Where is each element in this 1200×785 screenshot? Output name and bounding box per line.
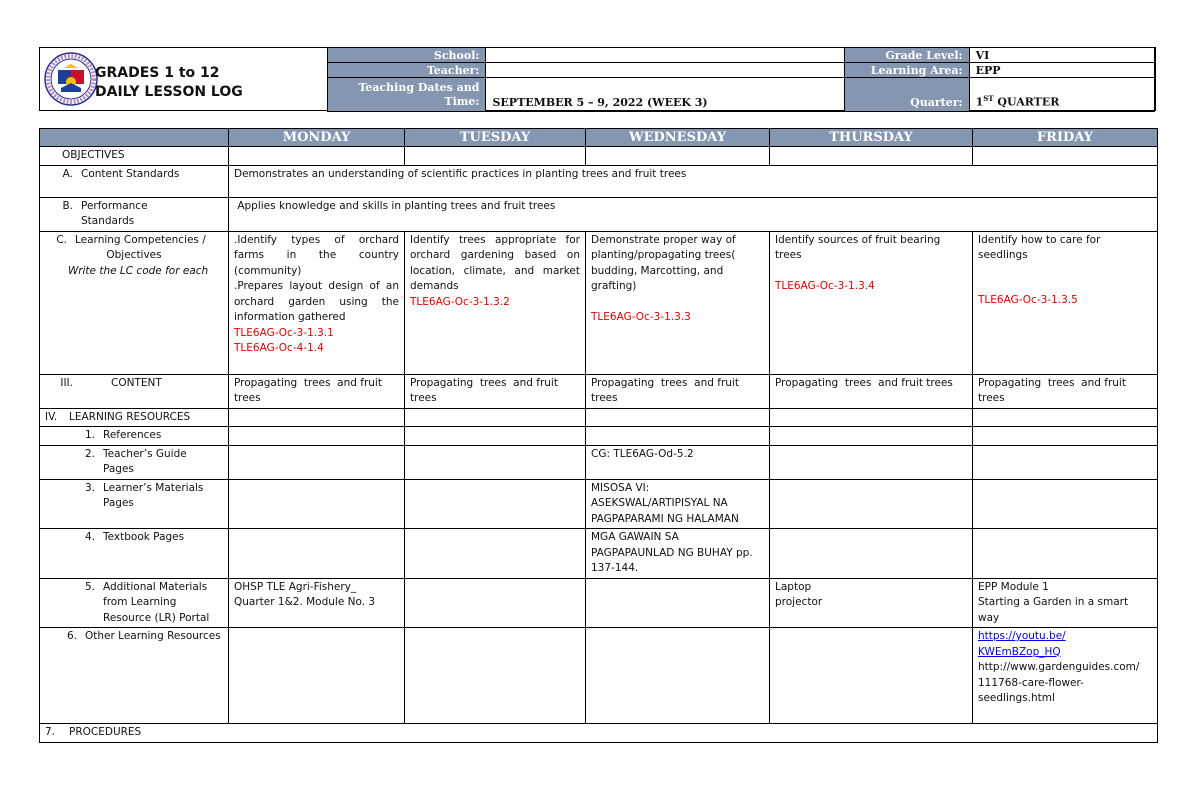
teachers-guide-label-line-2: Pages: [103, 463, 134, 475]
lc-monday-text-2: .Prepares layout design of an orchard garden using the information gathered: [234, 280, 399, 323]
gardenguides-url: http://www.gardenguides.com/ 111768-care-flower-seedlings.html: [978, 661, 1140, 704]
learning-resources-thursday[interactable]: [770, 408, 973, 427]
teaching-dates-value: SEPTEMBER 5 – 9, 2022 (WEEK 3): [486, 78, 844, 112]
learning-resources-monday[interactable]: [229, 408, 405, 427]
lc-tuesday: [405, 231, 586, 374]
other-resources-monday[interactable]: [229, 628, 405, 724]
performance-standards-label-line-2: Standards: [81, 215, 135, 227]
textbook-pages-label-text: Textbook Pages: [103, 531, 185, 543]
learners-materials-row: [40, 479, 1158, 529]
other-resources-label: [40, 628, 229, 724]
learners-materials-label-line-2: Pages: [103, 497, 134, 509]
day-header-thursday: THURSDAY: [770, 129, 973, 147]
lc-thursday: [770, 231, 973, 374]
references-thursday[interactable]: [770, 427, 973, 446]
teachers-guide-tuesday[interactable]: [405, 445, 586, 479]
day-header-blank: [40, 129, 229, 147]
references-tuesday[interactable]: [405, 427, 586, 446]
school-field[interactable]: [486, 48, 844, 63]
procedures-number: 7.: [45, 726, 56, 738]
lc-friday-code: TLE6AG-Oc-3-1.3.5: [978, 293, 1078, 306]
title-line-2: DAILY LESSON LOG: [95, 84, 243, 100]
performance-standards-label: [40, 197, 229, 231]
objectives-row: [40, 147, 1158, 166]
learning-competencies-row: [40, 231, 1158, 374]
lc-friday: [973, 231, 1158, 374]
learning-resources-friday[interactable]: [973, 408, 1158, 427]
additional-materials-monday-line-1: OHSP TLE Agri-Fishery_: [234, 580, 357, 593]
day-header-friday: FRIDAY: [973, 129, 1158, 147]
teachers-guide-wednesday: CG: TLE6AG-Od-5.2: [586, 445, 770, 479]
textbook-pages-number: 4.: [84, 531, 95, 543]
teaching-dates-label-line-1: Teaching Dates and: [358, 81, 480, 94]
content-standards-text: Demonstrates an understanding of scientific practices in planting trees and fruit trees: [229, 165, 1158, 197]
quarter-number: 1: [975, 96, 984, 109]
lc-wednesday: [586, 231, 770, 374]
content-wednesday: Propagating trees and fruit trees: [586, 374, 770, 408]
learning-area-value: EPP: [969, 63, 1154, 78]
other-resources-friday: [973, 628, 1158, 724]
youtube-link-line-1[interactable]: https://youtu.be/: [978, 630, 1066, 642]
day-header-monday: MONDAY: [229, 129, 405, 147]
learning-resources-row: [40, 408, 1158, 427]
header-block: [39, 47, 1156, 111]
additional-materials-thursday-line-2: projector: [775, 596, 823, 608]
references-wednesday[interactable]: [586, 427, 770, 446]
references-label: [40, 427, 229, 446]
lesson-log-table: [39, 128, 1158, 743]
content-standards-label: [40, 165, 229, 197]
procedures-label-text: PROCEDURES: [69, 726, 142, 738]
content-standards-number: A.: [62, 167, 73, 180]
procedures-label: [40, 724, 1158, 743]
lc-thursday-code: TLE6AG-Oc-3-1.3.4: [775, 279, 875, 292]
textbook-pages-tuesday[interactable]: [405, 529, 586, 579]
lc-thursday-text: Identify sources of fruit bearing trees: [775, 233, 941, 261]
learners-materials-wednesday: [586, 479, 770, 529]
objectives-label-text: OBJECTIVES: [62, 149, 125, 161]
performance-standards-row: [40, 197, 1158, 231]
learning-resources-tuesday[interactable]: [405, 408, 586, 427]
objectives-friday[interactable]: [973, 147, 1158, 166]
learners-materials-wednesday-line-2: ASEKSWAL/ARTIPISYAL NA PAGPAPARAMI NG HALAMAN: [591, 497, 739, 525]
day-header-tuesday: TUESDAY: [405, 129, 586, 147]
other-resources-thursday[interactable]: [770, 628, 973, 724]
lc-friday-text: Identify how to care for seedlings: [978, 233, 1101, 261]
additional-materials-monday: [229, 578, 405, 628]
other-resources-tuesday[interactable]: [405, 628, 586, 724]
day-header-wednesday: WEDNESDAY: [586, 129, 770, 147]
additional-materials-friday-line-2: Starting a Garden in a smart way: [978, 596, 1129, 624]
content-row: [40, 374, 1158, 408]
lc-tuesday-code: TLE6AG-Oc-3-1.3.2: [410, 295, 510, 308]
content-number: III.: [60, 376, 73, 389]
teacher-label: Teacher:: [328, 63, 486, 78]
additional-materials-thursday: [770, 578, 973, 628]
textbook-pages-wednesday: MGA GAWAIN SA PAGPAPAUNLAD NG BUHAY pp. 137-144.: [586, 529, 770, 579]
learning-competencies-label: [40, 231, 229, 374]
references-friday[interactable]: [973, 427, 1158, 446]
additional-materials-label-line-2: from Learning: [103, 596, 177, 608]
additional-materials-monday-line-2: Quarter 1&2. Module No. 3: [234, 596, 376, 608]
additional-materials-row: [40, 578, 1158, 628]
grade-level-label: Grade Level:: [844, 48, 969, 63]
learners-materials-thursday[interactable]: [770, 479, 973, 529]
teachers-guide-row: [40, 445, 1158, 479]
quarter-label: Quarter:: [844, 78, 969, 112]
other-resources-number: 6.: [66, 630, 77, 642]
teaching-dates-label: [328, 78, 486, 112]
additional-materials-wednesday[interactable]: [586, 578, 770, 628]
info-table: [327, 47, 1155, 112]
objectives-monday[interactable]: [229, 147, 405, 166]
textbook-pages-monday[interactable]: [229, 529, 405, 579]
textbook-pages-thursday[interactable]: [770, 529, 973, 579]
additional-materials-friday: [973, 578, 1158, 628]
teachers-guide-number: 2.: [84, 447, 95, 460]
teachers-guide-label-line-1: Teacher’s Guide: [103, 447, 187, 460]
teachers-guide-friday[interactable]: [973, 445, 1158, 479]
content-monday: Propagating trees and fruit trees: [229, 374, 405, 408]
additional-materials-label: [40, 578, 229, 628]
learning-resources-label-text: LEARNING RESOURCES: [69, 410, 191, 423]
document-title: [95, 64, 243, 102]
references-number: 1.: [84, 429, 95, 441]
content-label: [40, 374, 229, 408]
other-resources-label-text: Other Learning Resources: [85, 630, 221, 642]
teachers-guide-label: [40, 445, 229, 479]
lc-monday-code-2: TLE6AG-Oc-4-1.4: [234, 342, 324, 354]
content-standards-row: [40, 165, 1158, 197]
other-resources-row: [40, 628, 1158, 724]
content-standards-label-text: Content Standards: [81, 167, 180, 180]
performance-standards-label-line-1: Performance: [81, 199, 148, 212]
references-monday[interactable]: [229, 427, 405, 446]
content-friday: Propagating trees and fruit trees: [973, 374, 1158, 408]
procedures-row: [40, 724, 1158, 743]
content-thursday: Propagating trees and fruit trees: [770, 374, 973, 408]
learning-resources-label: [40, 408, 229, 427]
lc-tuesday-text: Identify trees appropriate for orchard gardening based on location, climate, and market demands: [410, 233, 580, 292]
day-header-row: [40, 129, 1158, 147]
textbook-pages-row: [40, 529, 1158, 579]
performance-standards-number: B.: [62, 199, 73, 212]
objectives-tuesday[interactable]: [405, 147, 586, 166]
learners-materials-number: 3.: [84, 481, 95, 494]
learning-competencies-number: C.: [56, 233, 67, 246]
quarter-suffix: QUARTER: [993, 96, 1060, 109]
learning-resources-number: IV.: [45, 410, 58, 423]
content-label-text: CONTENT: [111, 376, 162, 389]
additional-materials-tuesday[interactable]: [405, 578, 586, 628]
quarter-value: [969, 78, 1154, 112]
lc-wednesday-code: TLE6AG-Oc-3-1.3.3: [591, 310, 691, 323]
learning-area-label: Learning Area:: [844, 63, 969, 78]
grade-level-value: VI: [969, 48, 1154, 63]
title-line-1: GRADES 1 to 12: [95, 65, 220, 81]
deped-seal-logo-icon: [44, 52, 98, 106]
learners-materials-label-line-1: Learner’s Materials: [103, 481, 204, 494]
textbook-pages-label: [40, 529, 229, 579]
learners-materials-tuesday[interactable]: [405, 479, 586, 529]
learning-resources-wednesday[interactable]: [586, 408, 770, 427]
references-row: [40, 427, 1158, 446]
additional-materials-label-line-1: Additional Materials: [103, 580, 208, 593]
lc-wednesday-text: Demonstrate proper way of planting/propagating trees( budding, Marcotting, and grafting): [591, 233, 736, 292]
lc-monday-code-1: TLE6AG-Oc-3-1.3.1: [234, 326, 334, 339]
performance-standards-text: Applies knowledge and skills in planting trees and fruit trees: [229, 197, 1158, 231]
learning-competencies-label-line-1: Learning Competencies /: [75, 233, 206, 246]
teaching-dates-label-line-2: Time:: [444, 95, 480, 108]
learning-competencies-label-line-2: Objectives: [106, 249, 162, 261]
additional-materials-number: 5.: [84, 580, 95, 593]
youtube-link-line-2[interactable]: KWEmBZop_HQ: [978, 645, 1061, 658]
learners-materials-wednesday-line-1: MISOSA VI:: [591, 481, 650, 494]
objectives-label: [40, 147, 229, 166]
references-label-text: References: [103, 429, 162, 441]
objectives-thursday[interactable]: [770, 147, 973, 166]
school-label: School:: [328, 48, 486, 63]
teachers-guide-monday[interactable]: [229, 445, 405, 479]
additional-materials-thursday-line-1: Laptop: [775, 580, 812, 593]
learners-materials-friday[interactable]: [973, 479, 1158, 529]
additional-materials-friday-line-1: EPP Module 1: [978, 580, 1049, 593]
additional-materials-label-line-3: Resource (LR) Portal: [103, 611, 210, 624]
learners-materials-monday[interactable]: [229, 479, 405, 529]
textbook-pages-friday[interactable]: [973, 529, 1158, 579]
objectives-wednesday[interactable]: [586, 147, 770, 166]
teachers-guide-thursday[interactable]: [770, 445, 973, 479]
content-tuesday: Propagating trees and fruit trees: [405, 374, 586, 408]
learners-materials-label: [40, 479, 229, 529]
quarter-ordinal: ST: [983, 94, 994, 104]
lc-monday: [229, 231, 405, 374]
other-resources-wednesday[interactable]: [586, 628, 770, 724]
teacher-field[interactable]: [486, 63, 844, 78]
learning-competencies-note: Write the LC code for each: [68, 264, 209, 277]
lc-monday-text-1: .Identify types of orchard farms in the country (community): [234, 233, 399, 277]
